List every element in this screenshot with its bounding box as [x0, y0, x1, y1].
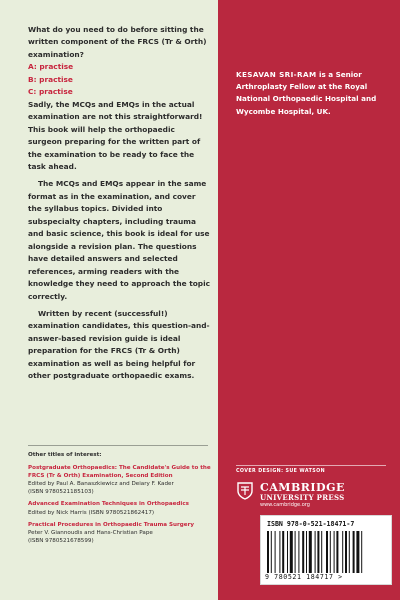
blurb-question: What do you need to do before sitting the written component of the FRCS (Tr & Orth) examination?: [28, 25, 207, 59]
other-title-editors: Edited by Nick Harris (ISBN 9780521862417): [28, 509, 155, 516]
isbn-label: ISBN 978-0-521-18471-7: [267, 520, 355, 528]
barcode-bar: [330, 531, 331, 573]
answer-c: C: practise: [28, 87, 73, 97]
barcode-bar: [342, 531, 343, 573]
answer-b: B: practise: [28, 74, 73, 84]
barcode-bar: [334, 531, 335, 573]
barcode-bar: [287, 531, 288, 573]
blurb-paragraph-1: Sadly, the MCQs and EMQs in the actual examination are not this straightforward! This book will help the orthopaedic surgeon preparing for the written part of the examination to be ready to face the task ahead.: [28, 99, 203, 171]
barcode-bar: [315, 531, 316, 573]
isbn-barcode: [260, 515, 392, 585]
barcode-bar: [349, 531, 350, 573]
section-divider: [28, 445, 208, 446]
barcode-icon: [267, 531, 387, 573]
barcode-digits: 9 780521 184717 >: [265, 573, 343, 581]
author-description: is a Senior Arthroplasty Fellow at the Royal National Orthopaedic Hospital and Wycombe Hospital, UK.: [236, 70, 377, 116]
other-titles-heading: Other titles of interest:: [28, 452, 102, 458]
barcode-bar: [279, 531, 280, 573]
publisher-url: www.cambridge.org: [260, 502, 310, 508]
barcode-bar: [298, 531, 299, 573]
other-title-editors: Peter V. Giannoudis and Hans-Christian Pape: [28, 529, 153, 536]
other-title-entry: [28, 500, 214, 516]
barcode-bar: [361, 531, 362, 573]
publisher-subname: UNIVERSITY PRESS: [260, 493, 345, 502]
other-title-isbn: (ISBN 9780521678599): [28, 537, 94, 544]
barcode-bar: [353, 531, 355, 573]
cover-divider: [236, 465, 386, 466]
barcode-bar: [271, 531, 272, 573]
barcode-bar: [290, 531, 293, 573]
barcode-bar: [302, 531, 304, 573]
other-title-name: Postgraduate Orthopaedics: The Candidate's Guide to the FRCS (Tr & Orth) Examination, Second Edition: [28, 465, 211, 480]
other-titles: [28, 451, 214, 549]
blurb-text: [28, 24, 211, 383]
other-title-name: Advanced Examination Techniques in Orthopaedics: [28, 501, 189, 508]
barcode-bar: [309, 531, 312, 573]
cover-design-credit: COVER DESIGN: SUE WATSON: [236, 469, 325, 474]
barcode-bar: [321, 531, 322, 573]
author-name: KESAVAN SRI-RAM: [236, 70, 317, 79]
barcode-bar: [267, 531, 269, 573]
barcode-bar: [306, 531, 307, 573]
other-title-entry: [28, 521, 214, 545]
barcode-bar: [336, 531, 338, 573]
barcode-bar: [356, 531, 359, 573]
answer-a: A: practise: [28, 62, 74, 72]
barcode-bar: [282, 531, 284, 573]
publisher-name: CAMBRIDGE: [260, 481, 345, 494]
other-title-name: Practical Procedures in Orthopaedic Trauma Surgery: [28, 521, 194, 528]
barcode-bar: [317, 531, 319, 573]
blurb-paragraph-2: The MCQs and EMQs appear in the same format as in the examination, and cover the syllabus topics. Divided into subspecialty chapters, including trauma and basic science, this book is ideal for use alongside a revision plan. The questions have detailed answers and selected references, arming readers with the knowledge they need to approach the topic correctly.: [28, 179, 211, 301]
barcode-bar: [275, 531, 276, 573]
barcode-bar: [295, 531, 296, 573]
barcode-bar: [326, 531, 328, 573]
blurb-paragraph-3: Written by recent (successful!) examination candidates, this question-and-answer-based revision guide is ideal preparation for the FRCS (Tr & Orth) examination as well as being helpful for other postgraduate orthopaedic exams.: [28, 308, 210, 381]
shield-icon: [236, 482, 254, 500]
other-title-entry: [28, 464, 214, 496]
other-title-isbn: (ISBN 9780521185103): [28, 489, 94, 496]
other-title-editors: Edited by Paul A. Banaszkiewicz and Deiary F. Kader: [28, 481, 174, 488]
barcode-bar: [345, 531, 347, 573]
author-bio: [236, 69, 386, 118]
